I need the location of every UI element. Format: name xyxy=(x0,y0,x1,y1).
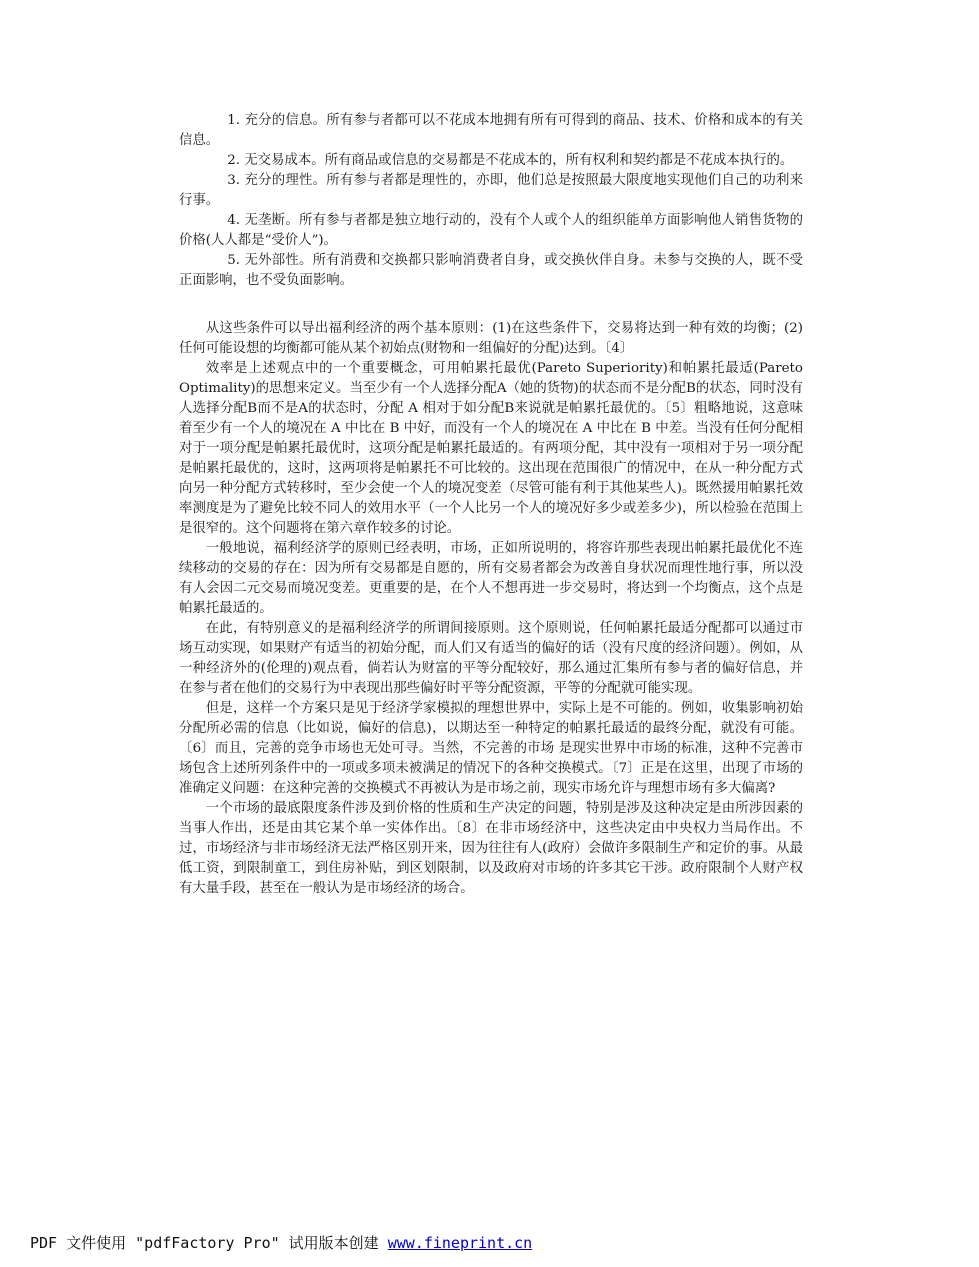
condition-item-2: 2. 无交易成本。所有商品或信息的交易都是不花成本的，所有权利和契约都是不花成本执行的。 xyxy=(227,153,794,168)
paragraph-market-equilibrium: 一般地说，福利经济学的原则已经表明，市场，正如所说明的，将容许那些表现出帕累托最优化不连续移动的交易的存在：因为所有交易都是自愿的，所有交易者都会为改善自身状况而理性地行事，所以没有人会因二元交易而境况变差。更重要的是，在个人不想再进一步交易时，将达到一个均衡点，这个点是帕累托最适的。 xyxy=(179,541,803,616)
paragraph-minimum-conditions: 一个市场的最底限度条件涉及到价格的性质和生产决定的问题，特别是涉及这种决定是由所涉因素的当事人作出，还是由其它某个单一实体作出。〔8〕在非市场经济中，这些决定由中央权力当局作出。不过，市场经济与非市场经济无法严格区别开来，因为往往有人(政府）会做许多限制生产和定价的事。从最低工资，到限制童工，到住房补贴，到区划限制，以及政府对市场的许多其它干涉。政府限制个人财产权有大量手段，甚至在一般认为是市场经济的场合。 xyxy=(179,801,803,896)
paragraph-efficiency: 效率是上述观点中的一个重要概念，可用帕累托最优(Pareto Superiority)和帕累托最适(Pareto Optimality)的思想来定义。当至少有一个人选择分配A（她的货物)的状态而不是分配B的状态，同时没有人选择分配B而不是A的状态时，分配 A 相对于如分配B来说就是帕累托最优的。〔5〕粗略地说，这意味着至少有一个人的境况在 A 中比在 B 中好，而没有一个人的境况在 A 中比在 B 中差。当没有任何分配相对于一项分配是帕累托最优时，这项分配是帕累托最适的。有两项分配，其中没有一项相对于另一项分配是帕累托最优的，这时，这两项将是帕累托不可比较的。这出现在范围很广的情况中，在从一种分配方式向另一种分配方式转移时，至少会使一个人的境况变差（尽管可能有利于其他某些人)。既然援用帕累托效率测度是为了避免比较不同人的效用水平（一个人比另一个人的境况好多少或差多少)，所以检验在范围上是很窄的。这个问题将在第六章作较多的讨论。 xyxy=(179,361,803,536)
pdf-footer xyxy=(30,1232,532,1253)
condition-item-5: 5. 无外部性。所有消费和交换都只影响消费者自身，或交换伙伴自身。未参与交换的人，既不受正面影响，也不受负面影响。 xyxy=(179,253,803,288)
condition-item-1: 1. 充分的信息。所有参与者都可以不花成本地拥有所有可得到的商品、技术、价格和成本的有关信息。 xyxy=(179,113,803,148)
paragraph-imperfect-markets: 但是，这样一个方案只是见于经济学家模拟的理想世界中，实际上是不可能的。例如，收集影响初始分配所必需的信息（比如说，偏好的信息)，以期达至一种特定的帕累托最适的最终分配，就没有可能。〔6〕而且，完善的竞争市场也无处可寻。当然，不完善的市场 是现实世界中市场的标准，这种不完善市场包含上述所列条件中的一项或多项未被满足的情况下的各种交换模式。〔7〕正是在这里，出现了市场的准确定义问题：在这种完善的交换模式不再被认为是市场之前，现实市场允许与理想市场有多大偏离? xyxy=(179,701,803,796)
paragraph-welfare-principles: 从这些条件可以导出福利经济的两个基本原则：(1)在这些条件下，交易将达到一种有效的均衡；(2)任何可能设想的均衡都可能从某个初始点(财物和一组偏好的分配)达到。〔4〕 xyxy=(179,321,803,356)
page-body xyxy=(179,111,803,899)
condition-item-4: 4. 无垄断。所有参与者都是独立地行动的，没有个人或个人的组织能单方面影响他人销售货物的价格(人人都是“受价人”)。 xyxy=(179,213,803,248)
paragraph-indirect-principle: 在此，有特别意义的是福利经济学的所谓间接原则。这个原则说，任何帕累托最适分配都可以通过市场互动实现，如果财产有适当的初始分配，而人们又有适当的偏好的话（没有尺度的经济问题）。例如，从一种经济外的(伦理的)观点看，倘若认为财富的平等分配较好，那么通过汇集所有参与者的偏好信息，并在参与者在他们的交易行为中表现出那些偏好时平等分配资源，平等的分配就可能实现。 xyxy=(179,621,803,696)
footer-text: PDF 文件使用 "pdfFactory Pro" 试用版本创建 xyxy=(30,1234,388,1252)
footer-link[interactable]: www.fineprint.cn xyxy=(387,1234,533,1252)
paragraph-spacer xyxy=(179,291,803,319)
condition-item-3: 3. 充分的理性。所有参与者都是理性的，亦即，他们总是按照最大限度地实现他们自己的功利来行事。 xyxy=(179,173,803,208)
